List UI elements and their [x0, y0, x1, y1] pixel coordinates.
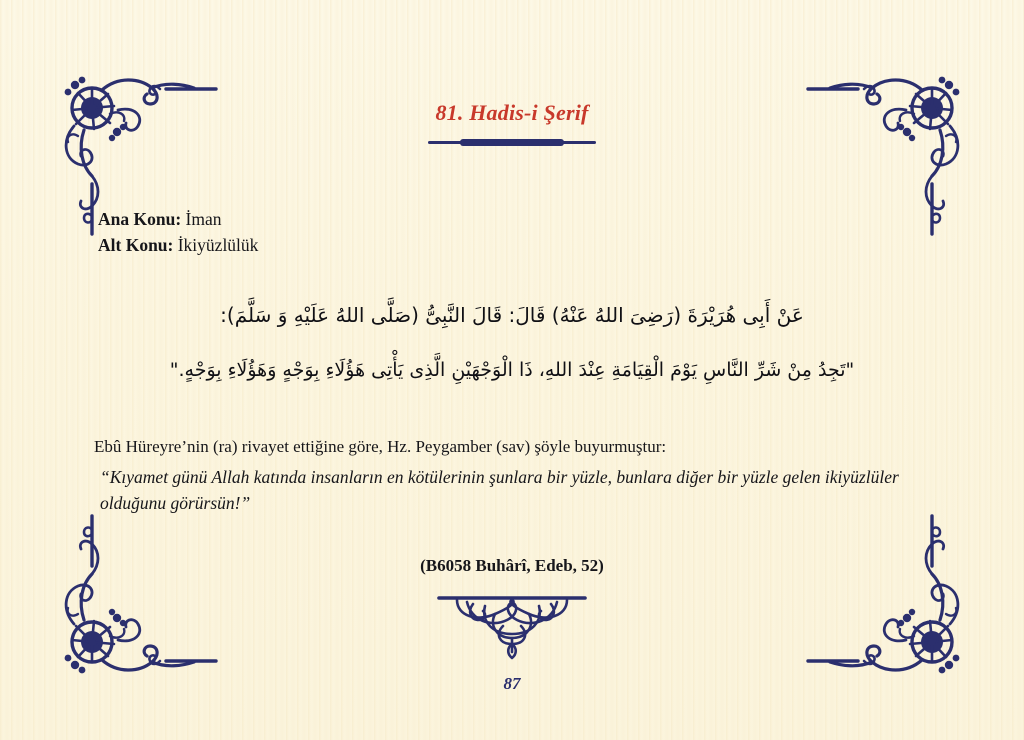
corner-ornament-bottom-right-icon	[806, 509, 976, 684]
sub-topic-row	[98, 233, 258, 259]
translation-quote: “Kıyamet günü Allah katında insanların en kötülerinin şunlara bir yüzle, bunlara diğer bir yüzle gelen ikiyüzlüler olduğunu görürsün!”	[100, 466, 899, 514]
sub-topic-label: Alt Konu:	[98, 234, 174, 255]
arabic-text-block	[0, 296, 1024, 389]
arabic-line-1: عَنْ أَبِى هُرَيْرَةَ (رَضِىَ اللهُ عَنْهُ) قَالَ: قَالَ النَّبِىُّ (صَلَّى اللهُ عَلَيْهِ وَ سَلَّمَ):	[220, 303, 804, 327]
title-divider-thick-line	[460, 139, 564, 146]
arabic-line-2: "تَجِدُ مِنْ شَرِّ النَّاسِ يَوْمَ الْقِيَامَةِ عِنْدَ اللهِ، ذَا الْوَجْهَيْنِ الَّذِى يَأْتِى هَؤُلَاءِ بِوَجْهٍ وَهَؤُلَاءِ بِوَجْهٍ."	[169, 359, 855, 381]
main-topic-value: İman	[185, 209, 222, 229]
translation-block	[94, 434, 944, 517]
topic-meta	[98, 207, 258, 259]
page-title: 81. Hadis-i Şerif	[435, 100, 589, 125]
main-topic-row	[98, 207, 258, 233]
title-block	[0, 100, 1024, 147]
corner-ornament-top-right-icon	[806, 66, 976, 241]
corner-ornament-bottom-left-icon	[48, 509, 218, 684]
page-number: 87	[503, 674, 521, 693]
main-topic-label: Ana Konu:	[98, 209, 182, 229]
title-divider	[428, 137, 596, 147]
translation-intro: Ebû Hüreyre’nin (ra) rivayet ettiğine göre, Hz. Peygamber (sav) şöyle buyurmuştur:	[94, 437, 667, 456]
sub-topic-value: İkiyüzlülük	[177, 234, 259, 255]
citation: (B6058 Buhârî, Edeb, 52)	[420, 556, 604, 575]
footer-knotwork-ornament-icon	[437, 592, 587, 664]
